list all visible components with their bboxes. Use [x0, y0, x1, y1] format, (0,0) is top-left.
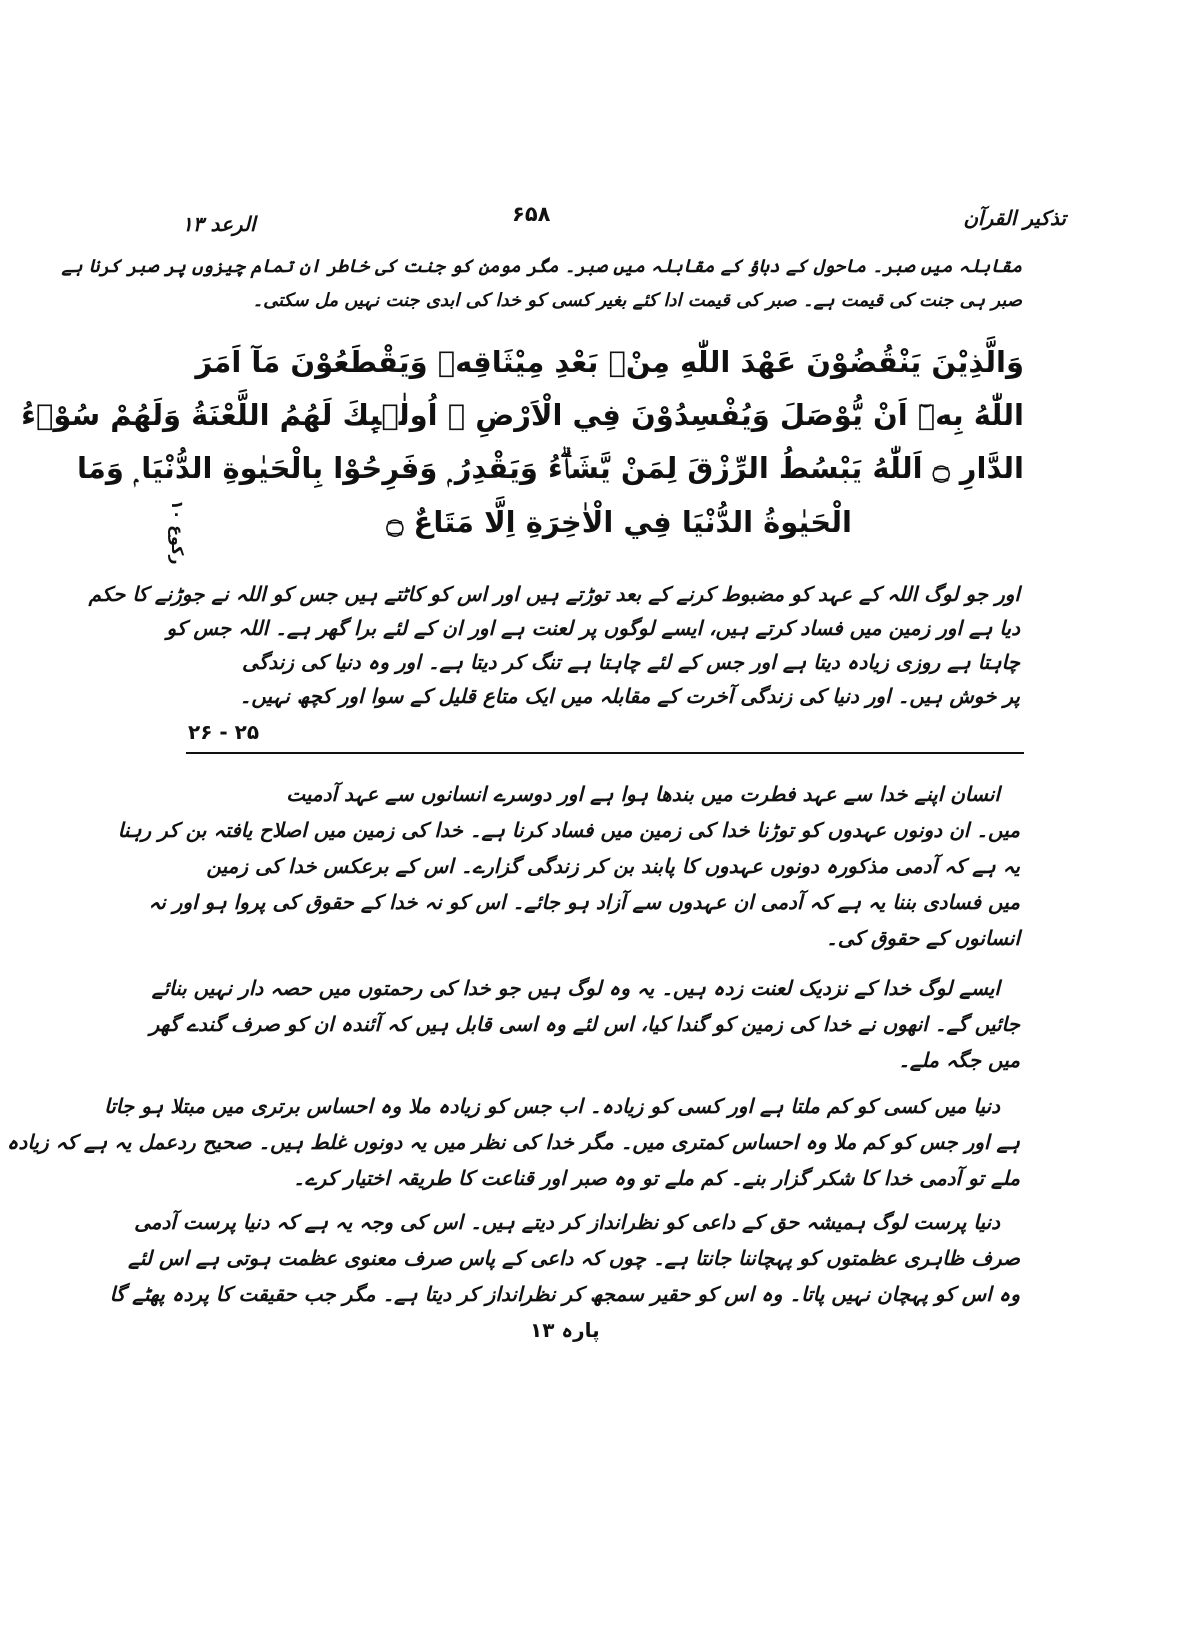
commentary-line: جائیں گے۔ انھوں نے خدا کی زمین کو گندا کیا، اس لئے وہ اسی قابل ہیں کہ آئندہ ان کو صرف گندے گھر: [149, 1012, 1020, 1036]
commentary-line: ملے تو آدمی خدا کا شکر گزار بنے۔ کم ملے تو وہ صبر اور قناعت کا طریقہ اختیار کرے۔: [293, 1166, 1020, 1190]
verse-range: ۲۶ - ۲۵: [188, 720, 260, 744]
commentary-line: انسان اپنے خدا سے عہد فطرت میں بندھا ہوا ہے اور دوسرے انسانوں سے عہد آدمیت: [286, 782, 1000, 806]
arabic-line: الْحَيٰوةُ الدُّنْيَا فِي الْاٰخِرَةِ اِلَّا مَتَاعٌ ۝: [386, 505, 852, 539]
commentary-line: یہ ہے کہ آدمی مذکورہ دونوں عہدوں کا پابند بن کر زندگی گزارے۔ اس کے برعکس خدا کی زمین: [206, 854, 1020, 878]
translation-line: پر خوش ہیں۔ اور دنیا کی زندگی آخرت کے مقابلہ میں ایک متاع قلیل کے سوا اور کچھ نہیں۔: [239, 684, 1020, 708]
translation-line: چاہتا ہے روزی زیادہ دیتا ہے اور جس کے لئے چاہتا ہے تنگ کر دیتا ہے۔ اور وہ دنیا کی زندگی: [242, 650, 1020, 674]
translation-line: اور جو لوگ اللہ کے عہد کو مضبوط کرنے کے بعد توڑتے ہیں اور اس کو کاٹتے ہیں جس کو اللہ نے جوڑنے کا حکم: [88, 582, 1020, 606]
commentary-line: ہے اور جس کو کم ملا وہ احساس کمتری میں۔ مگر خدا کی نظر میں یہ دونوں غلط ہیں۔ صحیح ردعمل یہ ہے کہ زیادہ: [6, 1130, 1020, 1154]
book-title: تذکیر القرآن: [963, 206, 1066, 230]
commentary-line: میں۔ ان دونوں عہدوں کو توڑنا خدا کی زمین میں فساد کرنا ہے۔ خدا کی زمین میں اصلاح یافتہ بن کر رہنا: [117, 818, 1020, 842]
surah-label: الرعد ۱۳: [182, 212, 256, 236]
ruku-marker: رکوع ۱۰: [168, 500, 187, 565]
commentary-line: وہ اس کو پہچان نہیں پاتا۔ وہ اس کو حقیر سمجھ کر نظرانداز کر دیتا ہے۔ مگر جب حقیقت کا پردہ پھٹے گا: [109, 1282, 1020, 1306]
commentary-line: میں جگہ ملے۔: [898, 1048, 1020, 1072]
translation-line: دیا ہے اور زمین میں فساد کرتے ہیں، ایسے لوگوں پر لعنت ہے اور ان کے لئے برا گھر ہے۔ اللہ جس کو: [166, 616, 1020, 640]
arabic-line: وَالَّذِيْنَ يَنْقُضُوْنَ عَهْدَ اللّٰهِ مِنْۢ بَعْدِ مِيْثَاقِهٖ وَيَقْطَعُوْنَ مَآ اَمَرَ: [195, 345, 1024, 379]
commentary-line: میں فسادی بننا یہ ہے کہ آدمی ان عہدوں سے آزاد ہو جائے۔ اس کو نہ خدا کے حقوق کی پروا ہو اور نہ: [148, 890, 1020, 914]
para-label: پارہ ۱۳: [530, 1318, 600, 1342]
arabic-line: اللّٰهُ بِهٖٓ اَنْ يُّوْصَلَ وَيُفْسِدُوْنَ فِي الْاَرْضِ ۙ اُولٰۗىِٕكَ لَهُمُ اللَّعْنَةُ وَلَهُمْ سُوْۗءُ: [21, 398, 1024, 432]
commentary-line: ایسے لوگ خدا کے نزدیک لعنت زدہ ہیں۔ یہ وہ لوگ ہیں جو خدا کی رحمتوں میں حصہ دار نہیں بنائے: [151, 976, 1000, 1000]
commentary-line: صرف ظاہری عظمتوں کو پہچاننا جانتا ہے۔ چوں کہ داعی کے پاس صرف معنوی عظمت ہوتی ہے اس لئے: [128, 1246, 1020, 1270]
commentary-line: انسانوں کے حقوق کی۔: [825, 926, 1020, 950]
section-divider: [186, 752, 1024, 754]
arabic-line: الدَّارِ ۝ اَللّٰهُ يَبْسُطُ الرِّزْقَ لِمَنْ يَّشَاۗءُ وَيَقْدِرُ ۭ وَفَرِحُوْا بِالْحَيٰوةِ الدُّنْيَا ۭ وَمَا: [76, 451, 1024, 485]
intro-line: مقابلہ میں صبر۔ ماحول کے دباؤ کے مقابلہ میں صبر۔ مگر مومن کو جنت کی خاطر ان تمام چیزوں پر صبر کرنا ہے: [61, 256, 1022, 277]
intro-line: صبر ہی جنت کی قیمت ہے۔ صبر کی قیمت ادا کئے بغیر کسی کو خدا کی ابدی جنت نہیں مل سکتی۔: [252, 290, 1022, 311]
page-number: ۶۵۸: [512, 202, 551, 226]
commentary-line: دنیا میں کسی کو کم ملتا ہے اور کسی کو زیادہ۔ اب جس کو زیادہ ملا وہ احساس برتری میں مبتلا ہو جاتا: [104, 1094, 1000, 1118]
commentary-line: دنیا پرست لوگ ہمیشہ حق کے داعی کو نظرانداز کر دیتے ہیں۔ اس کی وجہ یہ ہے کہ دنیا پرست آدمی: [134, 1210, 1000, 1234]
